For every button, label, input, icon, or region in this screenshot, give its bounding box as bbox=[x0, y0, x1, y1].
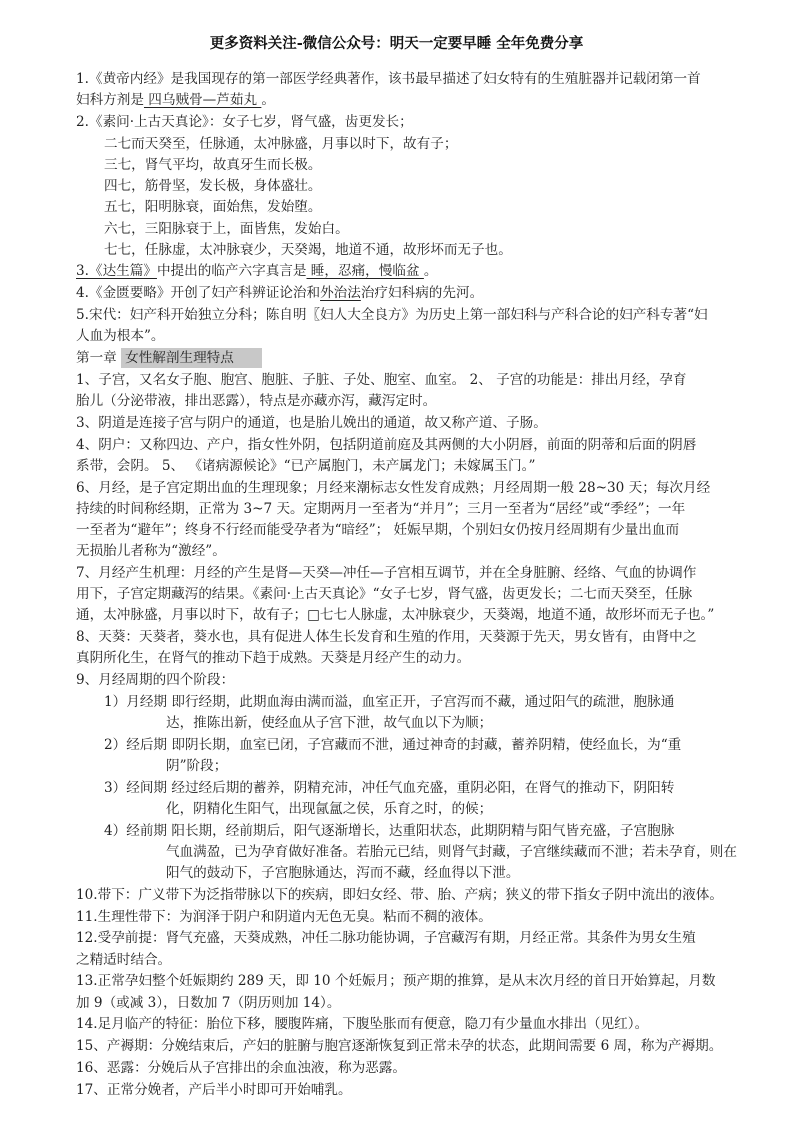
text-segment: 3）经间期 经过经后期的蓄养，阴精充沛，冲任气血充盛，重阴必阳，在肾气的推动下，阴阳转 bbox=[104, 779, 675, 796]
text-line bbox=[104, 197, 726, 218]
text-segment: 气血满盈，已为孕育做好准备。若胎元已结，则肾气封藏，子宫继续藏而不泄；若未孕育，则在 bbox=[166, 843, 737, 860]
text-line bbox=[104, 799, 726, 820]
text-segment: 6、月经，是子宫定期出血的生理现象；月经来潮标志女性发育成熟；月经周期一般 28~30 天；每次月经 bbox=[76, 479, 711, 496]
text-line bbox=[76, 648, 726, 669]
text-line bbox=[76, 261, 726, 282]
text-line bbox=[76, 1058, 726, 1079]
text-segment: 五七，阳明脉衰，面始焦，发始堕。 bbox=[104, 199, 322, 216]
text-line bbox=[76, 348, 726, 369]
text-segment: 七七，任脉虚，太冲脉衰少，天癸竭，地道不通，故形坏而无子也。 bbox=[104, 241, 512, 258]
text-segment: 第一章 bbox=[76, 350, 122, 366]
paragraph bbox=[76, 435, 726, 477]
paragraph bbox=[76, 885, 726, 906]
text-line bbox=[104, 756, 726, 777]
text-segment: 12.受孕前提：肾气充盛，天葵成熟，冲任二脉功能协调，子宫藏泻有期，月经正常。其条件为男女生殖 bbox=[76, 930, 696, 947]
paragraph bbox=[76, 928, 726, 970]
paragraph bbox=[76, 670, 726, 691]
text-line bbox=[76, 478, 726, 499]
text-segment: 9、月经周期的四个阶段： bbox=[76, 671, 235, 688]
text-segment: 11.生理性带下：为润泽于阴户和阴道内无色无臭。粘而不稠的液体。 bbox=[76, 908, 492, 925]
text-line bbox=[76, 928, 726, 949]
text-segment: 六七，三阳脉衰于上，面皆焦，发始白。 bbox=[104, 220, 349, 237]
paragraph bbox=[76, 413, 726, 434]
text-line bbox=[76, 370, 726, 391]
text-segment: 5.宋代：妇产科开始独立分科；陈自明〖妇人大全良方》为历史上第一部妇科与产科合论的妇产科专著“妇 bbox=[76, 307, 708, 324]
text-segment: 持续的时间称经期，正常为 3~7 天。定期两月一至者为“并月”；三月一至者为“居经”或“季经”；一年 bbox=[76, 500, 686, 517]
text-segment: 15、产褥期：分娩结束后，产妇的脏腑与胞宫逐渐恢复到正常未孕的状态，此期间需要 6 周，称为产褥期。 bbox=[76, 1038, 723, 1055]
text-line bbox=[76, 1014, 726, 1035]
text-line bbox=[76, 971, 726, 992]
text-line bbox=[76, 563, 726, 584]
text-line bbox=[76, 627, 726, 648]
paragraph bbox=[76, 261, 726, 282]
text-segment: 化，阴精化生阳气，出现氤氲之侯，乐育之时，的候； bbox=[166, 800, 493, 817]
text-line bbox=[104, 155, 726, 176]
text-line bbox=[104, 692, 726, 713]
text-line bbox=[104, 713, 726, 734]
text-line bbox=[76, 305, 726, 326]
text-segment: 加 9（或减 3），日数加 7（阴历则加 14）。 bbox=[76, 994, 341, 1011]
text-line bbox=[76, 391, 726, 412]
paragraph bbox=[76, 907, 726, 928]
paragraph bbox=[76, 305, 726, 347]
paragraph bbox=[76, 478, 726, 563]
underlined-answer: 睡，忍痛，慢临盆 bbox=[306, 263, 424, 280]
text-segment: 7、月经产生机理：月经的产生是肾—天癸—冲任—子宫相互调节，并在全身脏腑、经络、气血的协调作 bbox=[76, 564, 697, 581]
text-segment: 一至者为“避年”；终身不行经而能受孕者为“暗经”； 妊娠早期，个别妇女仍按月经周期有少量出血而 bbox=[76, 521, 680, 538]
text-segment: 通，太冲脉盛，月事以时下，故有子；□七七人脉虚，太冲脉衰少，天葵竭，地道不通，故形坏而无子也。” bbox=[76, 607, 715, 624]
text-line bbox=[76, 907, 726, 928]
paragraph bbox=[76, 1014, 726, 1035]
text-segment: 3、阴道是连接子宫与阴户的通道，也是胎儿娩出的通道，故又称产道、子肠。 bbox=[76, 414, 547, 431]
text-line bbox=[76, 283, 726, 304]
text-line bbox=[76, 520, 726, 541]
text-line bbox=[76, 605, 726, 626]
paragraph bbox=[76, 1080, 726, 1101]
text-segment: 达，推陈出新，使经血从子宫下泄，故气血以下为顺； bbox=[166, 714, 493, 731]
text-segment: 4）经前期 阳长期，经前期后，阳气逐渐增长，达重阳状态，此期阴精与阳气皆充盛，子宫胞脉 bbox=[104, 822, 675, 839]
text-line bbox=[76, 112, 726, 133]
text-segment: 10.带下：广义带下为泛指带脉以下的疾病，即妇女经、带、胎、产病；狭义的带下指女子阴中流出的液体。 bbox=[76, 886, 723, 903]
text-line bbox=[76, 90, 726, 111]
text-line bbox=[104, 778, 726, 799]
text-segment: 治疗妇科病的先河。 bbox=[360, 285, 484, 302]
text-segment: 16、恶露：分娩后从子宫排出的余血浊液，称为恶露。 bbox=[76, 1059, 406, 1076]
text-line bbox=[76, 541, 726, 562]
paragraph bbox=[76, 1036, 726, 1057]
text-segment: 13.正常孕妇整个妊娠期约 289 天，即 10 个妊娠月；预产期的推算，是从末次月经的首日开始算起，月数 bbox=[76, 973, 716, 990]
paragraph bbox=[76, 735, 726, 777]
paragraph bbox=[76, 112, 726, 133]
text-segment: 二七而天癸至，任脉通，太冲脉盛，月事以时下，故有子； bbox=[104, 135, 458, 152]
text-segment: 三七，肾气平均，故真牙生而长极。 bbox=[104, 156, 322, 173]
text-line bbox=[104, 821, 726, 842]
text-line bbox=[76, 499, 726, 520]
underlined-answer: 四乌贼骨—芦茹丸 bbox=[143, 92, 262, 109]
document-body bbox=[76, 69, 737, 1101]
text-segment: 中提出的临产六字真言是 bbox=[156, 263, 307, 280]
paragraph bbox=[76, 283, 726, 304]
text-line bbox=[104, 842, 737, 863]
text-segment: 14.足月临产的特征：胎位下移，腰腹阵痛，下腹坠胀而有便意，隐刀有少量血水排出（见红）。 bbox=[76, 1016, 649, 1033]
text-segment: 2.《素问·上古天真论》：女子七岁，肾气盛，齿更发长； bbox=[76, 113, 413, 130]
text-segment: 真阴所化生，在肾气的推动下趋于成熟。天葵是月经产生的动力。 bbox=[76, 650, 471, 667]
text-segment: 阴”阶段； bbox=[166, 757, 228, 774]
underlined-answer: 3.《达生篇》 bbox=[76, 263, 157, 280]
text-line bbox=[104, 176, 726, 197]
text-line bbox=[76, 326, 726, 347]
text-segment: 1、子宫，又名女子胞、胞宫、胞脏、子脏、子处、胞室、血室。 2、 子宫的功能是：排出月经，孕育 bbox=[76, 371, 687, 388]
text-line bbox=[104, 735, 726, 756]
page-header-title: 更多资料关注-微信公众号：明天一定要早睡 全年免费分享 bbox=[209, 35, 584, 52]
text-line bbox=[104, 219, 726, 240]
text-segment: 1）月经期 即行经期，此期血海由满而溢，血室正开，子宫泻而不藏，通过阳气的疏泄，胞脉通 bbox=[104, 693, 675, 710]
text-line bbox=[76, 413, 726, 434]
text-line bbox=[76, 1036, 726, 1057]
text-segment: 1.《黄帝内经》是我国现存的第一部医学经典著作，该书最早描述了妇女特有的生殖脏器并记载闭第一首 bbox=[76, 71, 701, 87]
text-segment: 4、阴户：又称四边、产户，指女性外阴，包括阴道前庭及其两侧的大小阴唇，前面的阴蒂和后面的阴唇 bbox=[76, 436, 697, 453]
text-segment: 妇科方剂是 bbox=[76, 92, 144, 109]
text-segment: 17、正常分娩者，产后半小时即可开始哺乳。 bbox=[76, 1081, 352, 1098]
paragraph bbox=[76, 134, 726, 261]
text-segment: 之精适时结合。 bbox=[76, 951, 172, 968]
text-segment: 四七，筋骨坚，发长极，身体盛壮。 bbox=[104, 178, 322, 195]
paragraph bbox=[76, 563, 726, 627]
text-segment: 无损胎儿者称为“激经”。 bbox=[76, 543, 226, 560]
text-line bbox=[76, 993, 726, 1014]
paragraph bbox=[76, 778, 726, 820]
text-segment: 人血为根本”。 bbox=[76, 328, 165, 345]
text-segment: 胎儿（分泌带液，排出恶露），特点是亦藏亦泻，藏泻定时。 bbox=[76, 392, 437, 409]
text-line bbox=[76, 435, 726, 456]
text-segment: 阳气的鼓动下，子宫胞脉通达，泻而不藏，经血得以下泄。 bbox=[166, 865, 520, 882]
text-line bbox=[76, 670, 726, 691]
text-segment: 2）经后期 即阴长期，血室已闭，子宫藏而不泄，通过神奇的封藏，蓄养阴精，使经血长，为“重 bbox=[104, 736, 682, 753]
paragraph bbox=[76, 1058, 726, 1079]
text-line bbox=[76, 69, 726, 90]
chapter-title: 女性解剖生理特点 bbox=[121, 348, 262, 368]
text-line bbox=[104, 134, 726, 155]
text-segment: 8、天葵：天葵者，葵水也，具有促进人体生长发育和生殖的作用，天葵源于先天，男女皆有，由肾中之 bbox=[76, 629, 697, 645]
text-segment: 系带，会阴。 5、 《诸病源候论》“已产属胞门，未产属龙门；未嫁属玉门。” bbox=[76, 457, 536, 474]
text-segment: 4.《金匮要略》开创了妇产科辨证论治和 bbox=[76, 285, 321, 302]
paragraph bbox=[76, 348, 726, 369]
text-line bbox=[76, 885, 726, 906]
paragraph bbox=[76, 821, 737, 885]
paragraph bbox=[76, 627, 726, 669]
underlined-answer: 外治法 bbox=[320, 285, 361, 302]
paragraph bbox=[76, 69, 726, 111]
text-line bbox=[76, 584, 726, 605]
paragraph bbox=[76, 692, 726, 734]
paragraph bbox=[76, 971, 726, 1013]
text-segment: 。 bbox=[423, 263, 438, 280]
text-line bbox=[76, 950, 726, 971]
paragraph bbox=[76, 370, 726, 412]
text-line bbox=[76, 1080, 726, 1101]
text-segment: 。 bbox=[261, 92, 275, 109]
text-line bbox=[104, 240, 726, 261]
text-line bbox=[76, 456, 726, 477]
text-line bbox=[104, 863, 726, 884]
text-segment: 用下，子宫定期藏泻的结果。《素问·上古天真论》“女子七岁，肾气盛，齿更发长；二七而天癸至，任脉 bbox=[76, 586, 693, 603]
